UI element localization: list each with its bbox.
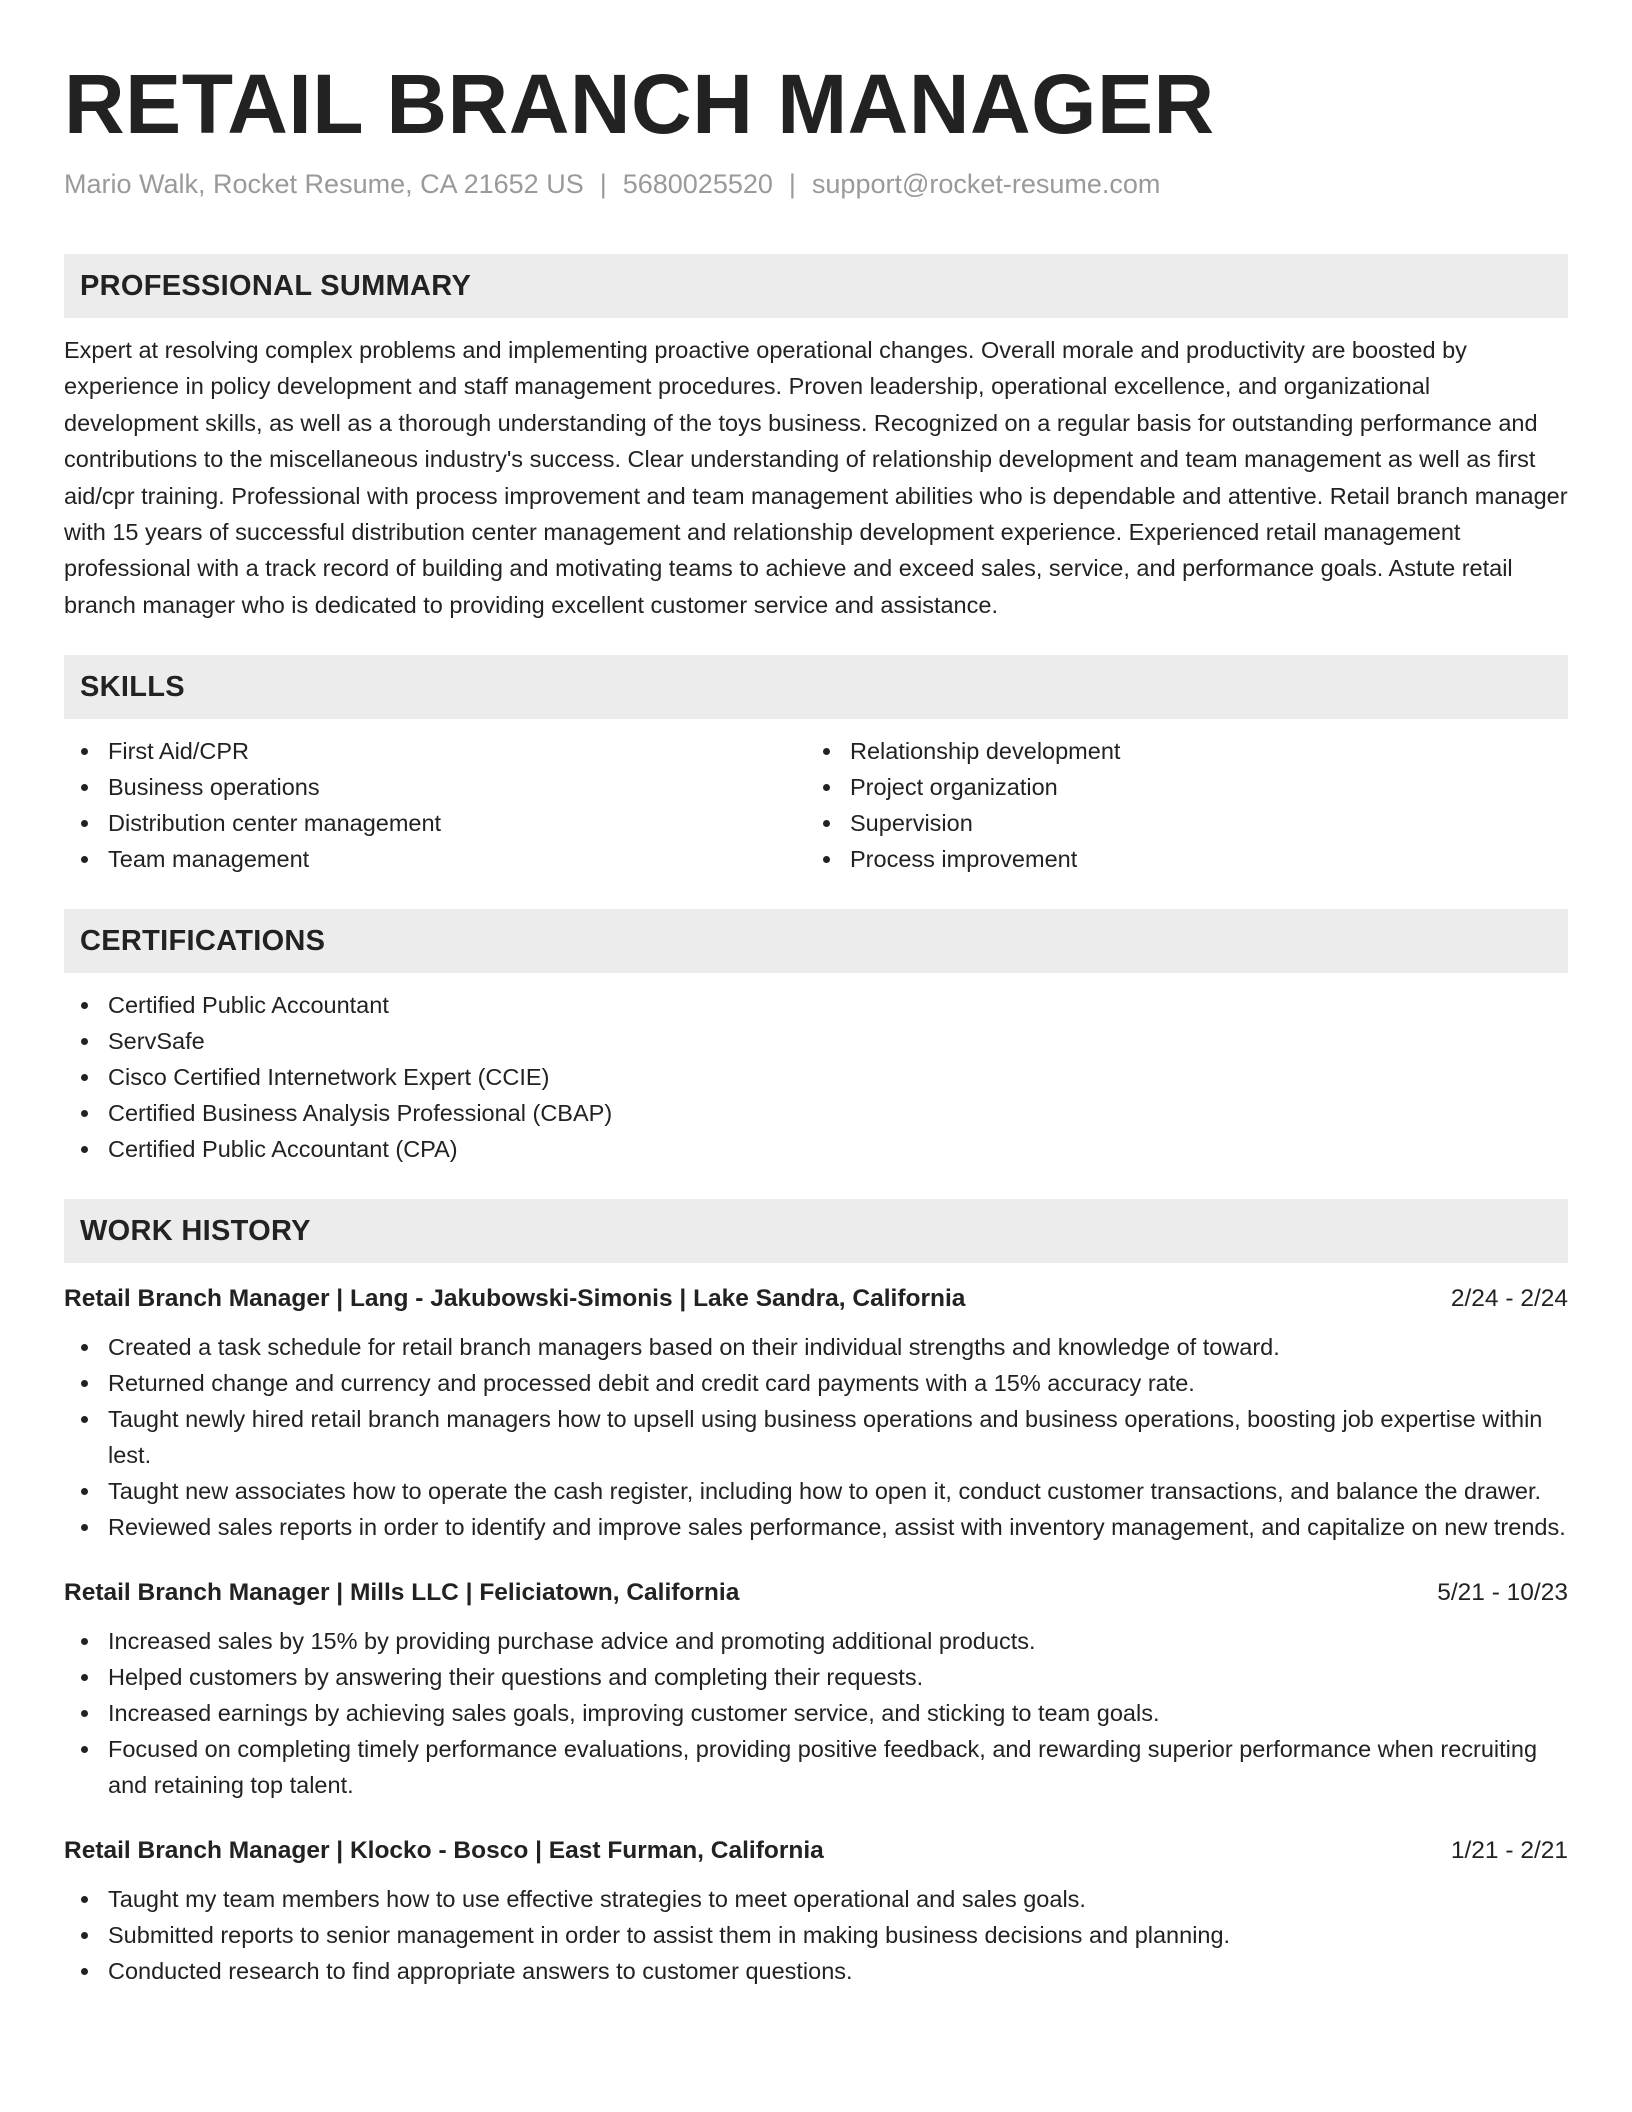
job-bullet: Returned change and currency and processed debit and credit card payments with a 15% accuracy rate.: [64, 1365, 1568, 1401]
skills-grid: [64, 733, 1568, 877]
job-bullet: Taught newly hired retail branch managers how to upsell using business operations and business operations, boosting job expertise within lest.: [64, 1401, 1568, 1473]
skills-list-left: [64, 733, 806, 877]
contact-separator: |: [788, 169, 796, 199]
job-header: [64, 1575, 1568, 1611]
skill-item: Distribution center management: [64, 805, 806, 841]
job-bullet: Increased sales by 15% by providing purchase advice and promoting additional products.: [64, 1623, 1568, 1659]
job-bullet: Taught new associates how to operate the cash register, including how to open it, conduct customer transactions, and balance the drawer.: [64, 1473, 1568, 1509]
job-dates: 2/24 - 2/24: [1450, 1285, 1568, 1313]
certifications-list: [64, 987, 1568, 1167]
job-bullet: Helped customers by answering their questions and completing their requests.: [64, 1659, 1568, 1695]
resume-title: RETAIL BRANCH MANAGER: [64, 57, 1215, 151]
job-dates: 5/21 - 10/23: [1437, 1579, 1568, 1607]
certification-item: Certified Business Analysis Professional (CBAP): [64, 1095, 1568, 1131]
job-bullets: [64, 1881, 1568, 1989]
skill-item: Business operations: [64, 769, 806, 805]
job-entry: [64, 1833, 1568, 1989]
skill-item: Process improvement: [806, 841, 1548, 877]
skill-item: Team management: [64, 841, 806, 877]
job-bullet: Conducted research to find appropriate answers to customer questions.: [64, 1953, 1568, 1989]
job-header: [64, 1281, 1568, 1317]
skill-item: Supervision: [806, 805, 1548, 841]
contact-phone: 5680025520: [622, 169, 773, 199]
contact-address: Mario Walk, Rocket Resume, CA 21652 US: [64, 169, 584, 199]
skill-item: Relationship development: [806, 733, 1548, 769]
job-bullet: Reviewed sales reports in order to identify and improve sales performance, assist with inventory management, and capitalize on new trends.: [64, 1509, 1568, 1545]
job-entry: [64, 1281, 1568, 1545]
summary-text: Expert at resolving complex problems and implementing proactive operational changes. Overall morale and productivity are boosted by experience in policy development and staff management procedures. Proven leadership, operational excellence, and organizational development skills, as well as a thorough understanding of the toys business. Recognized on a regular basis for outstanding performance and contributions to the miscellaneous industry's success. Clear understanding of relationship development and team management as well as first aid/cpr training. Professional with process improvement and team management abilities who is dependable and attentive. Retail branch manager with 15 years of successful distribution center management and relationship development experience. Experienced retail management professional with a track record of building and motivating teams to achieve and exceed sales, service, and performance goals. Astute retail branch manager who is dedicated to providing excellent customer service and assistance.: [64, 337, 1568, 618]
certification-item: Certified Public Accountant: [64, 987, 1568, 1023]
section-header-work-history: WORK HISTORY: [64, 1199, 1568, 1263]
job-title: Retail Branch Manager | Klocko - Bosco | East Furman, California: [64, 1837, 824, 1865]
job-dates: 1/21 - 2/21: [1450, 1837, 1568, 1865]
job-bullet: Focused on completing timely performance evaluations, providing positive feedback, and rewarding superior performance when recruiting and retaining top talent.: [64, 1731, 1568, 1803]
skill-item: First Aid/CPR: [64, 733, 806, 769]
certification-item: ServSafe: [64, 1023, 1568, 1059]
job-bullet: Taught my team members how to use effective strategies to meet operational and sales goals.: [64, 1881, 1568, 1917]
job-header: [64, 1833, 1568, 1869]
job-bullet: Submitted reports to senior management in order to assist them in making business decisions and planning.: [64, 1917, 1568, 1953]
section-header-skills: SKILLS: [64, 655, 1568, 719]
section-header-summary: PROFESSIONAL SUMMARY: [64, 254, 1568, 318]
job-entry: [64, 1575, 1568, 1803]
job-bullet: Increased earnings by achieving sales goals, improving customer service, and sticking to team goals.: [64, 1695, 1568, 1731]
contact-line: [64, 166, 1568, 202]
certification-item: Certified Public Accountant (CPA): [64, 1131, 1568, 1167]
job-title: Retail Branch Manager | Mills LLC | Feliciatown, California: [64, 1579, 740, 1607]
job-title: Retail Branch Manager | Lang - Jakubowski-Simonis | Lake Sandra, California: [64, 1285, 966, 1313]
contact-email: support@rocket-resume.com: [811, 169, 1161, 199]
job-bullet: Created a task schedule for retail branch managers based on their individual strengths and knowledge of toward.: [64, 1329, 1568, 1365]
section-header-certifications: CERTIFICATIONS: [64, 909, 1568, 973]
certification-item: Cisco Certified Internetwork Expert (CCIE): [64, 1059, 1568, 1095]
contact-separator: |: [599, 169, 607, 199]
job-bullets: [64, 1329, 1568, 1545]
job-bullets: [64, 1623, 1568, 1803]
skills-list-right: [806, 733, 1548, 877]
skill-item: Project organization: [806, 769, 1548, 805]
